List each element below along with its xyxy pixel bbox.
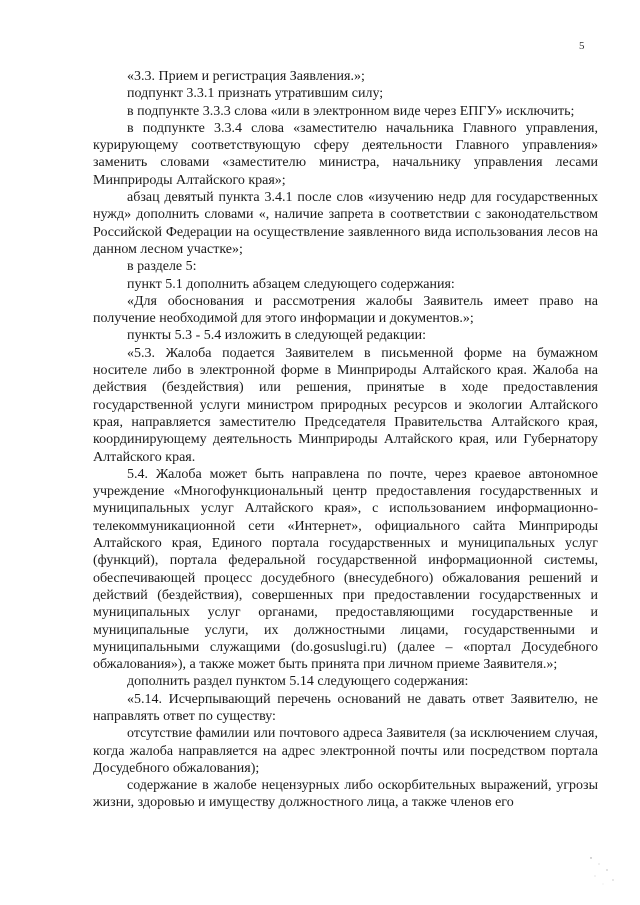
paragraph-5-3-5-4-intro: пункты 5.3 - 5.4 изложить в следующей редакции: — [127, 328, 427, 344]
paragraph-5-3: «5.3. Жалоба подается Заявителем в письменной форме на бумажном носителе либо в электронной форме в Минприроды Алтайского края. Жалоба на действия (бездействия) или решения, принятые в ходе предоставления государственной услуги министром природных ресурсов и экологии Алтайского края, направляется заместителю Председателя Правительства Алтайского края, координирующему деятельность Минприроды Алтайского края, или Губернатору Алтайского края. — [93, 345, 598, 465]
scan-noise — [585, 850, 625, 890]
paragraph-3-3-3: в подпункте 3.3.3 слова «или в электронном виде через ЕПГУ» исключить; — [127, 103, 575, 119]
paragraph-3-3-1: подпункт 3.3.1 признать утратившим силу; — [127, 86, 384, 102]
paragraph-section-3-3-title: «3.3. Прием и регистрация Заявления.»; — [127, 69, 365, 84]
document-body — [93, 68, 598, 812]
paragraph-5-14-intro: дополнить раздел пунктом 5.14 следующего содержания: — [127, 674, 469, 690]
paragraph-3-3-4: в подпункте 3.3.4 слова «заместителю начальника Главного управления, курирующему соответствующую сферу деятельности Главного управления» заменить словами «заместителю министра, начальнику управления лесами Минприроды Алтайского края»; — [93, 120, 598, 188]
paragraph-5-1-intro: пункт 5.1 дополнить абзацем следующего содержания: — [127, 276, 455, 292]
paragraph-5-14-item-2: содержание в жалобе нецензурных либо оскорбительных выражений, угрозы жизни, здоровью и имуществу должностного лица, а также членов его — [93, 778, 598, 811]
paragraph-5-14: «5.14. Исчерпывающий перечень оснований не давать ответ Заявителю, не направлять ответ по существу: — [93, 691, 598, 724]
paragraph-3-4-1: абзац девятый пункта 3.4.1 после слов «изучению недр для государственных нужд» дополнить словами «, наличие запрета в соответствии с законодательством Российской Федерации на осуществление заявленного вида использования лесов на данном лесном участке»; — [93, 190, 598, 257]
page-number: 5 — [579, 40, 585, 52]
paragraph-5-14-item-1: отсутствие фамилии или почтового адреса Заявителя (за исключением случая, когда жалоба направляется на адрес электронной почты или посредством портала Досудебного обжалования); — [93, 726, 598, 776]
paragraph-5-1-text: «Для обоснования и рассмотрения жалобы Заявитель имеет право на получение необходимой для этого информации и документов.»; — [93, 293, 598, 327]
paragraph-5-4: 5.4. Жалоба может быть направлена по почте, через краевое автономное учреждение «Многофункциональный центр предоставления государственных и муниципальных услуг Алтайского края», с использованием информационно-телекоммуникационной сети «Интернет», официального сайта Минприроды Алтайского края, Единого портала государственных и муниципальных услуг (функций), портала федеральной государственной информационной системы, обеспечивающей процесс досудебного (внесудебного) обжалования решений и действий (бездействия), совершенных при предоставлении государственных и муниципальных услуг органами, предоставляющими государственные и муниципальные услуги, их должностными лицами, государственными и муниципальными служащими (do.gosuslugi.ru) (далее – «портал Досудебного обжалования»), а также может быть принята при личном приеме Заявителя.»; — [93, 466, 598, 673]
paragraph-section-5: в разделе 5: — [127, 259, 197, 275]
